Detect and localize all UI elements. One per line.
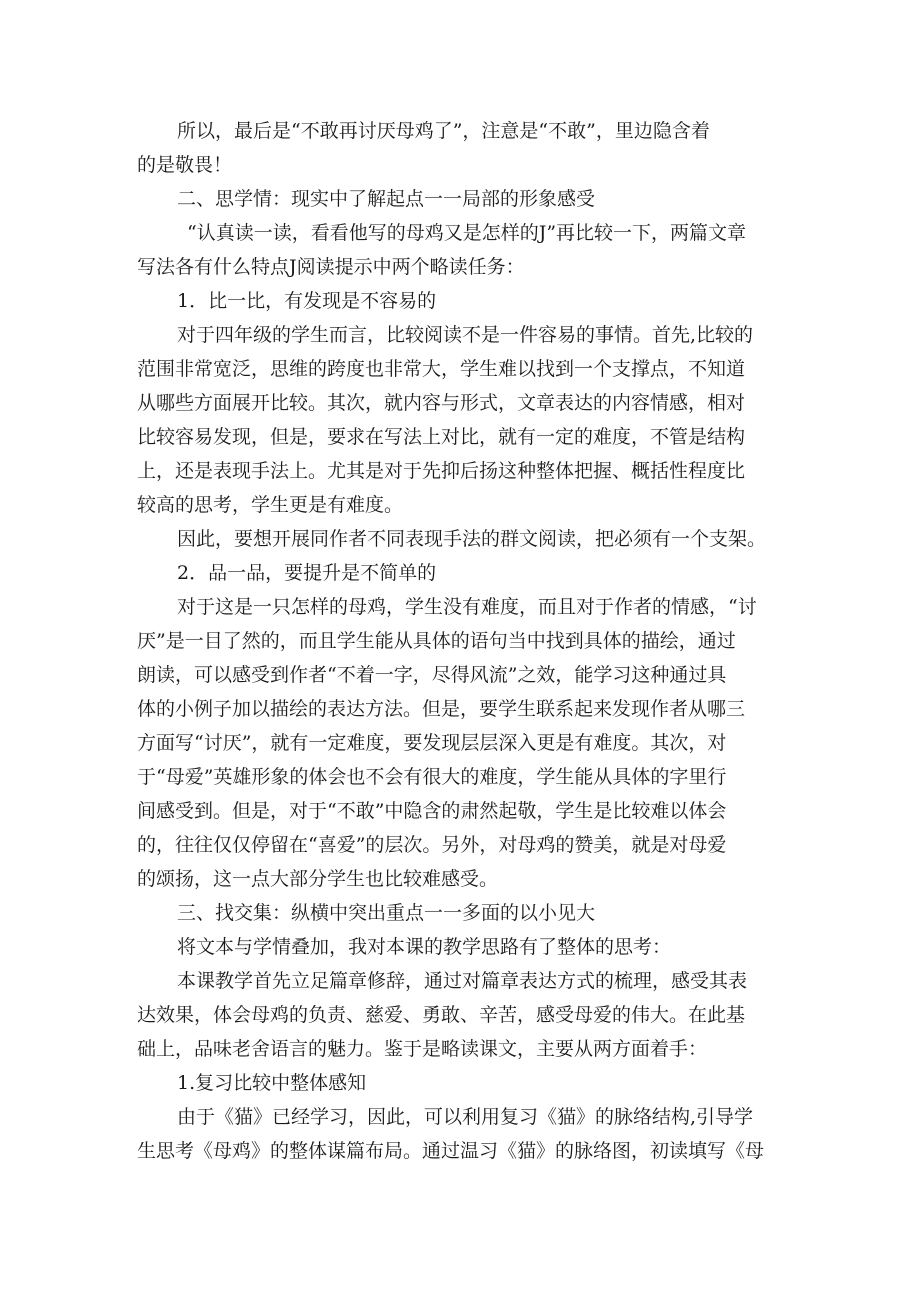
paragraph-line: 比较容易发现，但是，要求在写法上对比，就有一定的难度，不管是结构	[137, 426, 746, 448]
subsection-heading: 1.复习比较中整体感知	[177, 1072, 367, 1094]
subsection-heading: 1．比一比，有发现是不容易的	[177, 290, 437, 312]
section-heading: 三、找交集：纵横中突出重点一一多面的以小见大	[177, 902, 596, 924]
paragraph-line: 间感受到。但是，对于“不敢”中隐含的肃然起敬，学生是比较难以体会	[137, 800, 727, 822]
paragraph-line: “认真读一读，看看他写的母鸡又是怎样的J”再比较一下，两篇文章	[187, 222, 747, 244]
paragraph-line: 上，还是表现手法上。尤其是对于先抑后扬这种整体把握、概括性程度比	[137, 460, 746, 482]
paragraph-line: 将文本与学情叠加，我对本课的教学思路有了整体的思考：	[177, 936, 672, 958]
paragraph-line: 因此，要想开展同作者不同表现手法的群文阅读，把必须有一个支架。	[177, 528, 767, 550]
paragraph-line: 的颂扬，这一点大部分学生也比较难感受。	[137, 868, 499, 890]
paragraph-line: 对于这是一只怎样的母鸡，学生没有难度，而且对于作者的情感，“讨	[177, 596, 757, 618]
section-heading: 二、思学情：现实中了解起点一一局部的形象感受	[177, 188, 596, 210]
paragraph-line: 生思考《母鸡》的整体谋篇布局。通过温习《猫》的脉络图，初读填写《母	[137, 1140, 765, 1162]
paragraph-line: 础上，品味老舍语言的魅力。鉴于是略读课文，主要从两方面着手：	[137, 1038, 708, 1060]
paragraph-line: 于“母爱”英雄形象的体会也不会有很大的难度，学生能从具体的字里行	[137, 766, 727, 788]
paragraph-line: 的是敬畏！	[137, 154, 233, 176]
subsection-heading: 2．品一品，要提升是不简单的	[177, 562, 437, 584]
paragraph-line: 朗读，可以感受到作者“不着一字，尽得风流”之效，能学习这种通过具	[137, 664, 727, 686]
paragraph-line: 本课教学首先立足篇章修辞，通过对篇章表达方式的梳理，感受其表	[177, 970, 748, 992]
paragraph-line: 对于四年级的学生而言，比较阅读不是一件容易的事情。首先,比较的	[177, 324, 754, 346]
paragraph-line: 体的小例子加以描绘的表达方法。但是，要学生联系起来发现作者从哪三	[137, 698, 746, 720]
paragraph-line: 方面写“讨厌”，就有一定难度，要发现层层深入更是有难度。其次，对	[137, 732, 727, 754]
paragraph-line: 由于《猫》已经学习，因此，可以利用复习《猫》的脉络结构,引导学	[177, 1106, 754, 1128]
paragraph-line: 从哪些方面展开比较。其次，就内容与形式，文章表达的内容情感，相对	[137, 392, 746, 414]
paragraph-line: 较高的思考，学生更是有难度。	[137, 494, 404, 516]
paragraph-line: 范围非常宽泛，思维的跨度也非常大，学生难以找到一个支撑点，不知道	[137, 358, 746, 380]
paragraph-line: 写法各有什么特点J阅读提示中两个略读任务：	[137, 256, 525, 278]
paragraph-line: 的，往往仅仅停留在“喜爱”的层次。另外，对母鸡的赞美，就是对母爱	[137, 834, 727, 856]
paragraph-line: 厌”是一目了然的，而且学生能从具体的语句当中找到具体的描绘，通过	[137, 630, 736, 652]
paragraph-line: 达效果，体会母鸡的负责、慈爱、勇敢、辛苦，感受母爱的伟大。在此基	[137, 1004, 746, 1026]
paragraph-line: 所以，最后是“不敢再讨厌母鸡了”，注意是“不敢”，里边隐含着	[177, 120, 710, 142]
